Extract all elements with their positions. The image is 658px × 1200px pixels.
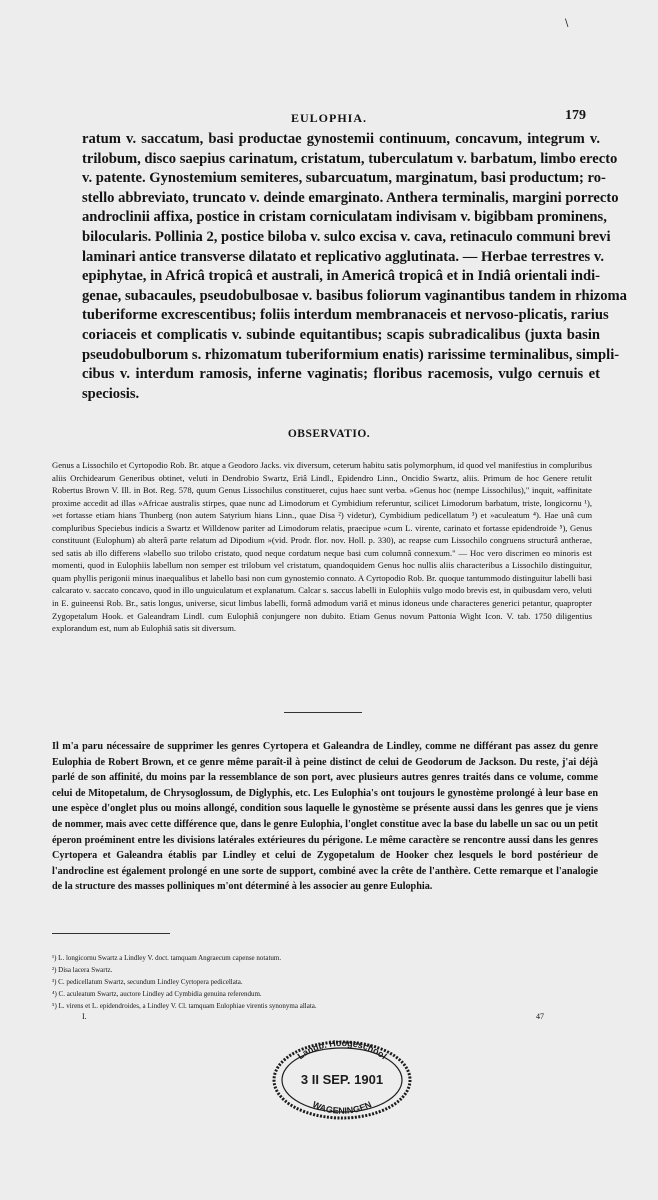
stamp-top-text: Landb. Hoogeschool <box>295 1037 389 1062</box>
french-note: Il m'a paru nécessaire de supprimer les genres Cyrtopera et Galeandra de Lindley, comme ne différant pas assez du genre Eulophia de Robert Brown, et ce genre même paraît-il à peine distinct de celui de Geodorum de Jackson. Du reste, j'ai déjà parlé de son affinité, du moins par la ressemblance de son port, avec plusieurs autres genres traités dans ce volume, comme celui de Mitopetalum, de Chrysoglossum, de Diglyphis, etc. Les Eulophia's ont toujours le gynostème prolongé à leur base en une espèce d'onglet plus ou moins allongé, condition sous laquelle le gynostème se présente aussi dans les genres que je viens de nommer, mais avec cette différence que, dans le genre Eulophia, l'onglet constitue avec la base du labelle un sac ou un petit éperon proéminent entre les divisions latérales extérieures du périgone. Le même caractère se rencontre aussi dans les genres Cyrtopera et Galeandra établis par Lindley et celui de Zygopetalum de Hooker chez lesquels le bord postérieur de l'androcline est également prolongé en une sorte de support, combiné avec la crête de l'anthère. Cette remarque et l'analogie de la structure des masses polliniques m'ont déterminé à les associer au genre Eulophia. <box>52 741 598 893</box>
latin-observation: Genus a Lissochilo et Cyrtopodio Rob. Br. atque a Geodoro Jacks. vix diversum, ceterum habitu satis polymorphum, id quod vel manifestius in compluribus aliis Orchidearum Generibus obtinet, veluti in Dendrobio Swartz, Eriâ Lindl., Epidendro Linn., Oncidio Swartz, aliis. Primum de hoc Genere retulit Robertus Brown V. Ill. in Bot. Reg. 578, quum Genus Lissochilus constitueret, cujus haec sunt verba. »Genus hoc (nempe Lissochilus)," inquit, »affinitate proxime accedit ad illas »Africae australis stirpes, quae nunc ad Limodorum et Cymbidium referuntur, scilicet Limodorum barbatum, triste, longicornu ¹), »et fortasse etiam hians Thunberg (non autem Satyrium hians Linn., quae Disa ²) videtur), Cymbidium pedicellatum ³) et »aculeatum ⁴). Hae unâ cum compluribus Speciebus indicis a Swartz et Willdenow pariter ad Limodorum relatis, praecipue »cum L. virente, carinato et fortasse epidendroide ⁵), Genus constituunt (Eulophum) ab alterâ parte relatum ad Dipodium »(vid. Prodr. flor. nov. Holl. p. 330), ac reapse cum Lissochilo congruens structurâ antherae, sed satis ab illo differens »labello suo trilobo cristato, quod neque cordatum neque basi cum columnâ connexum." — Hoc vero discrimen eo minoris est momenti, quod in Eulophiis labellum non semper est trilobum vel cristatum, quandoquidem Genus hoc nullis aliis characteribus a Lissochilo distinguitur, quam phyllis perigonii minus inaequalibus et labello basi non cum gynostemio connato. A Cyrtopodio Rob. Br. quoque tantummodo distinguitur labelli basi calcarato v. saccato concavo, quod in illo unguiculatum et explanatum. Calcar s. saccus labelli in Eulophiis vulgo modo brevis est, in quibusdam vero, veluti in E. guineensi Rob. Br., satis longus, universe, sicut limbus labelli, formâ admodum variâ et minus idoneus unde characteres generici petantur, quapropter Zygopetalum Hook. et Galeandram Lindl. cum Eulophiâ conjungere non dubito. Etiam Genus novum Pattonia Wight Icon. V. tab. 1750 diligentius explorandum est, num ab Eulophiâ satis sit diversum. <box>52 460 592 634</box>
signature-mark: I. <box>82 1012 87 1021</box>
footnote: ³) C. pedicellatum Swartz, secundum Lindley Cyrtopera pedicellata. <box>52 978 243 986</box>
text-line: tuberiforme excrescentibus; foliis interdum membranaceis et nervoso-plicatis, rarius <box>82 307 609 324</box>
footnote: ⁵) L. virens et L. epidendroides, a Lindley V. Cl. tamquam Eulophiae virentis synonyma allata. <box>52 1002 317 1010</box>
stamp-bottom-text: WAGENINGEN <box>310 1099 374 1116</box>
text-line: pseudobulborum s. rhizomatum tuberiformium enatis) rarissime terminalibus, simpli- <box>82 346 620 363</box>
text-line: stello abbreviato, truncato v. deinde emarginato. Anthera terminalis, margini porrecto <box>82 189 619 206</box>
footnote: ¹) L. longicornu Swartz a Lindley V. doct. tamquam Angraecum capense notatum. <box>52 954 282 962</box>
text-line: coriaceis et complicatis v. subinde equitantibus; scapis subradicalibus (juxta basin <box>82 326 600 343</box>
running-header: EULOPHIA. <box>290 111 367 125</box>
text-line: v. patente. Gynostemium semiteres, subarcuatum, marginatum, basi productum; ro- <box>82 170 606 187</box>
text-line: trilobum, disco saepius carinatum, cristatum, tuberculatum v. barbatum, limbo erecto <box>82 150 618 167</box>
stamp-date: 3 II SEP. 1901 <box>300 1072 384 1087</box>
footnote-divider <box>52 933 170 934</box>
corner-mark: \ <box>565 18 569 29</box>
text-line: speciosis. <box>82 385 140 402</box>
footnote: ⁴) C. aculeatum Swartz, auctore Lindley ad Cymbidia genuina referendum. <box>52 990 262 998</box>
library-stamp <box>267 1034 417 1120</box>
signature-number: 47 <box>536 1012 544 1021</box>
text-line: epiphytae, in Africâ tropicâ et australi, in Americâ tropicâ et in Indiâ orientali indi- <box>82 268 600 285</box>
text-line: bilocularis. Pollinia 2, postice biloba v. sulco excisa v. cava, retinaculo communi brevi <box>82 228 611 245</box>
text-line: ratum v. saccatum, basi productae gynostemii continuum, concavum, integrum v. <box>82 131 600 147</box>
text-line: androclinii affixa, postice in cristam corniculatam indivisam v. bigibbam prominens, <box>82 209 607 226</box>
main-description <box>82 130 627 404</box>
section-divider <box>284 712 362 713</box>
text-line: laminari antice transverse dilatato et replicativo agglutinata. — Herbae terrestres v. <box>82 248 605 265</box>
text-line: genae, subacaules, pseudobulbosae v. basibus foliorum vaginantibus tandem in rhizoma <box>82 287 627 304</box>
section-heading: OBSERVATIO. <box>287 428 371 440</box>
footnotes <box>52 952 592 1012</box>
page-number: 179 <box>565 108 586 123</box>
footnote: ²) Disa lacera Swartz. <box>52 966 113 974</box>
text-line: cibus v. interdum ramosis, inferne vaginatis; floribus racemosis, vulgo cernuis et <box>82 366 600 383</box>
